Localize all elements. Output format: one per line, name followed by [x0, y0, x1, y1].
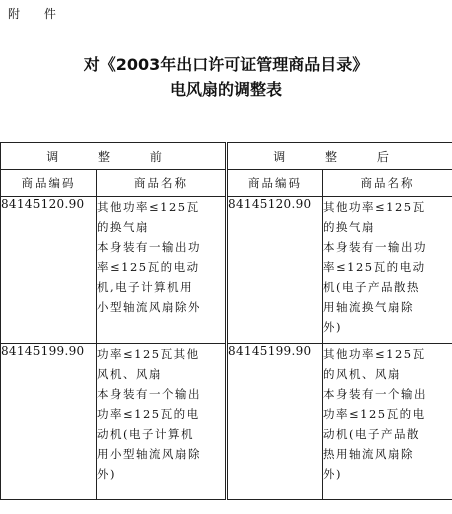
table-row — [1, 197, 452, 344]
table-row — [1, 344, 452, 500]
before-code-cell: 84145199.90 — [1, 344, 97, 500]
name-line: 的风机、风扇 — [323, 367, 402, 381]
name-line: 机(电子产品散热 — [323, 280, 421, 294]
before-name-cell — [97, 197, 227, 344]
name-line: 风机、风扇 — [97, 367, 162, 381]
after-code-cell: 84145120.90 — [227, 197, 323, 344]
name-line: 用轴流换气扇除 — [323, 300, 415, 314]
name-line: 机,电子计算机用 — [97, 280, 194, 294]
name-line: 动机(电子产品散 — [323, 427, 421, 441]
name-line: 外) — [323, 320, 343, 334]
before-code-header: 商品编码 — [1, 170, 97, 197]
name-line: 率≤125瓦的电动 — [323, 260, 426, 274]
before-code-cell: 84145120.90 — [1, 197, 97, 344]
after-name-cell — [323, 197, 452, 344]
before-name-cell — [97, 344, 227, 500]
after-name-header: 商品名称 — [323, 170, 452, 197]
document-title-line1: 对《2003年出口许可证管理商品目录》 — [83, 55, 369, 74]
name-line: 小型轴流风扇除外 — [97, 300, 201, 314]
name-line: 率≤125瓦的电动 — [97, 260, 200, 274]
after-name-cell — [323, 344, 452, 500]
document-title-line2: 电风扇的调整表 — [169, 80, 282, 99]
name-line: 功率≤125瓦其他 — [97, 347, 200, 361]
name-line: 外) — [97, 467, 116, 481]
adjustment-table — [0, 142, 452, 500]
name-line: 其他功率≤125瓦 — [323, 200, 426, 214]
after-code-header: 商品编码 — [227, 170, 323, 197]
name-line: 热用轴流风扇除 — [323, 447, 415, 461]
name-line: 的换气扇 — [97, 220, 149, 234]
name-line: 动机(电子计算机 — [97, 427, 194, 441]
name-line: 其他功率≤125瓦 — [323, 347, 426, 361]
attachment-label: 附 件 — [8, 7, 66, 21]
name-line: 本身装有一输出功 — [323, 240, 428, 254]
table-group-header-row — [1, 143, 452, 170]
name-line: 功率≤125瓦的电 — [323, 407, 426, 421]
before-name-header: 商品名称 — [97, 170, 227, 197]
name-line: 功率≤125瓦的电 — [97, 407, 200, 421]
name-line: 的换气扇 — [323, 220, 376, 234]
name-line: 本身装有一个输出 — [323, 387, 428, 401]
table-column-header-row — [1, 170, 452, 197]
name-line: 外) — [323, 467, 343, 481]
before-adjustment-header: 调 整 前 — [1, 143, 227, 170]
after-code-cell: 84145199.90 — [227, 344, 323, 500]
name-line: 本身装有一输出功 — [97, 240, 201, 254]
name-line: 用小型轴流风扇除 — [97, 447, 201, 461]
after-adjustment-header: 调 整 后 — [227, 143, 452, 170]
name-line: 本身装有一个输出 — [97, 387, 201, 401]
name-line: 其他功率≤125瓦 — [97, 200, 200, 214]
